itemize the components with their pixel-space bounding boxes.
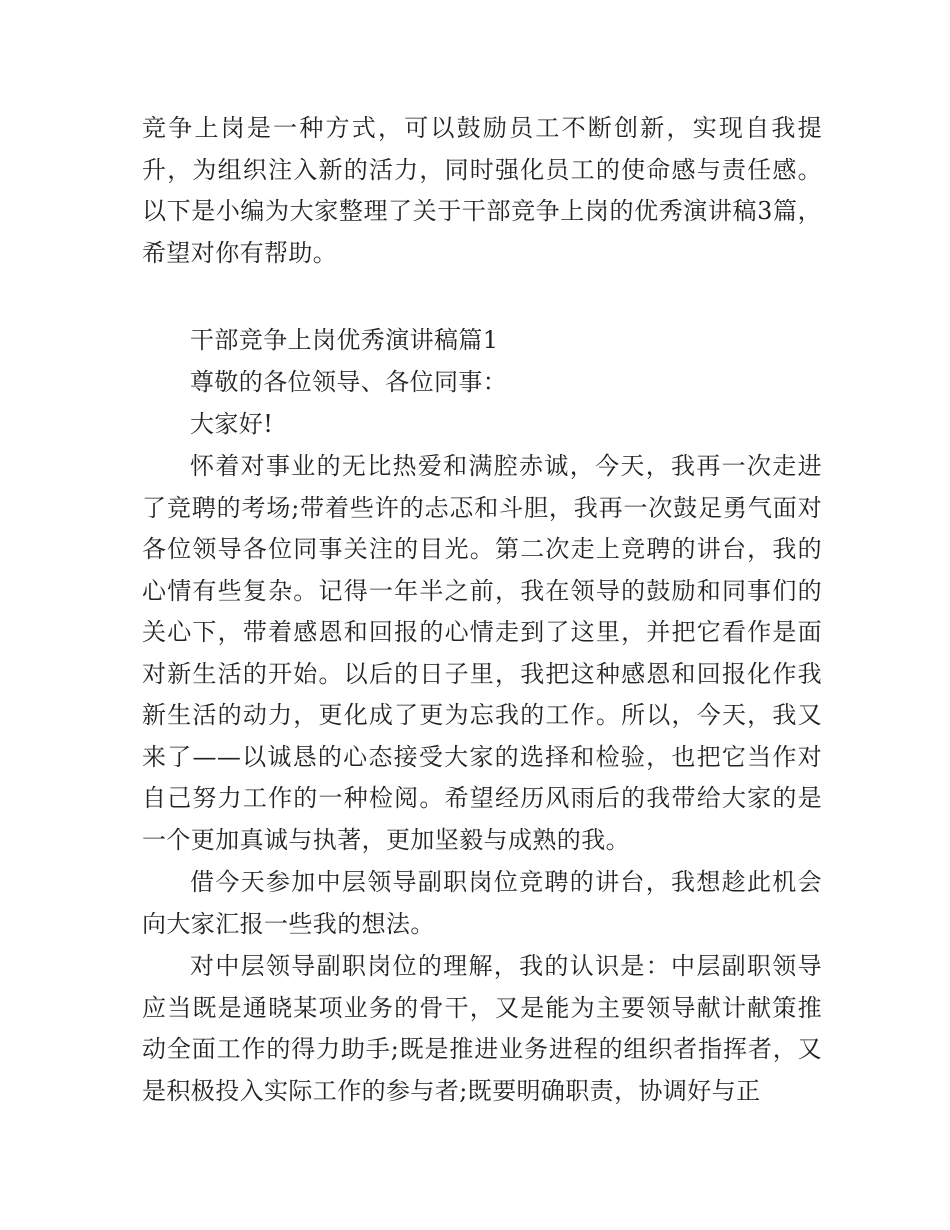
greeting: 大家好! <box>190 410 274 438</box>
body-paragraph-3: 对中层领导副职岗位的理解，我的认识是：中层副职领导应当既是通晓某项业务的骨干，又是能为主要领导献计献策推动全面工作的得力助手;既是推进业务进程的组织者指挥者，又是积极投入实际工作的参与者;既要明确职责，协调好与正 <box>142 952 822 1105</box>
salutation: 尊敬的各位领导、各位同事： <box>190 368 508 396</box>
intro-paragraph: 竞争上岗是一种方式，可以鼓励员工不断创新，实现自我提升，为组织注入新的活力，同时强化员工的使命感与责任感。以下是小编为大家整理了关于干部竞争上岗的优秀演讲稿3篇，希望对你有帮助。 <box>142 114 822 267</box>
section-title: 干部竞争上岗优秀演讲稿篇1 <box>190 326 499 354</box>
body-paragraph-1: 怀着对事业的无比热爱和满腔赤诚，今天，我再一次走进了竞聘的考场;带着些许的忐忑和斗胆，我再一次鼓足勇气面对各位领导各位同事关注的目光。第二次走上竞聘的讲台，我的心情有些复杂。记得一年半之前，我在领导的鼓励和同事们的关心下，带着感恩和回报的心情走到了这里，并把它看作是面对新生活的开始。以后的日子里，我把这种感恩和回报化作我新生活的动力，更化成了更为忘我的工作。所以，今天，我又来了——以诚恳的心态接受大家的选择和检验，也把它当作对自己努力工作的一种检阅。希望经历风雨后的我带给大家的是一个更加真诚与执著，更加坚毅与成熟的我。 <box>142 452 822 854</box>
body-paragraph-2: 借今天参加中层领导副职岗位竞聘的讲台，我想趁此机会向大家汇报一些我的想法。 <box>142 868 822 938</box>
